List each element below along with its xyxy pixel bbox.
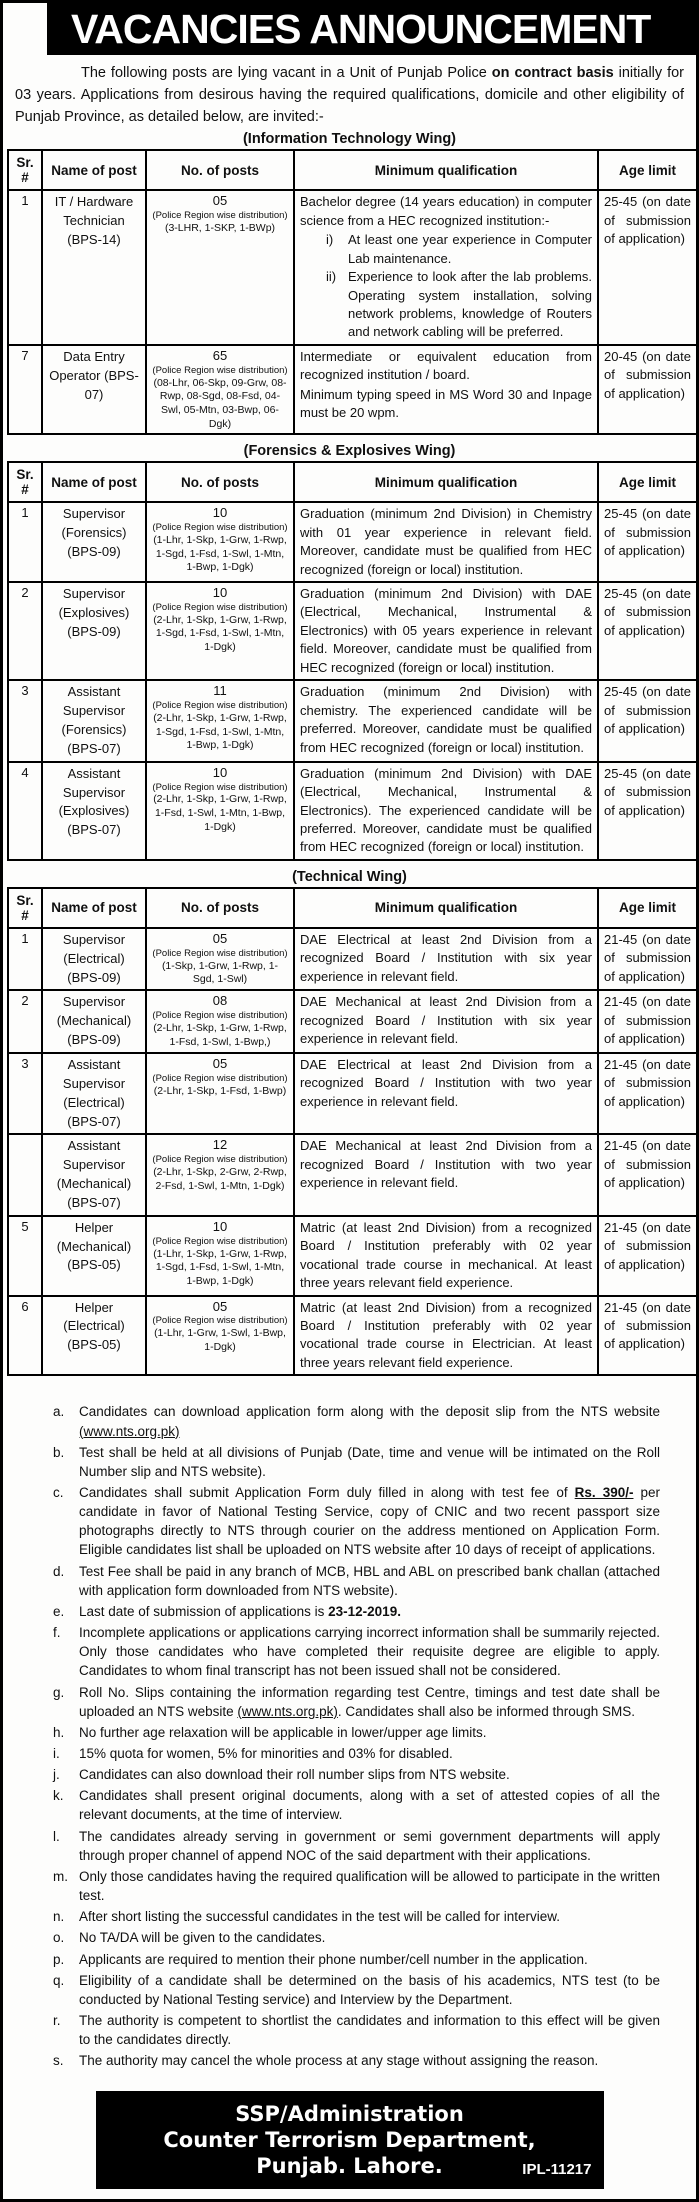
posts-distribution: (1-Skp, 1-Grw, 1-Rwp, 1-Sgd, 1-Swl) [161, 959, 279, 986]
qualification-cell: Matric (at least 2nd Division) from a recognized Board / Institution preferably with 02 year vocational trade course in Electrician. At least three years relevant field experience. [294, 1296, 598, 1376]
posts-distribution: (2-Lhr, 1-Skp, 1-Grw, 1-Rwp, 1-Fsd, 1-Swl, 1-Mtn, 1-Bwp, 1-Dgk) [153, 793, 287, 833]
table-row [8, 990, 697, 1053]
posts-distribution-note: (Police Region wise distribution) [152, 1072, 288, 1084]
note-text: Candidates shall present original documents, along with a set of attested copies of all the relevant documents, at the time of interview. [79, 1788, 660, 1823]
age-limit-cell: 21-45 (on date of submission of application) [598, 990, 697, 1053]
note-text: Candidates can also download their roll number slips from NTS website. [79, 1767, 510, 1783]
table-header-row [8, 462, 697, 502]
note-label: l. [53, 1828, 60, 1844]
table-row [8, 928, 697, 991]
sr-cell: 2 [8, 582, 42, 680]
it-wing-table [7, 149, 698, 435]
col-header-sr: Sr. # [8, 462, 42, 502]
post-name-cell: Assistant Supervisor (Mechanical) (BPS-07) [42, 1134, 146, 1215]
sr-cell: 7 [8, 345, 42, 434]
table-header-row [8, 888, 697, 928]
posts-count: 12 [212, 1137, 228, 1153]
sr-cell: 3 [8, 680, 42, 761]
terms-and-conditions-list [53, 1402, 660, 2070]
wing-title-technical: (Technical Wing) [292, 868, 407, 885]
note-label: o. [53, 1930, 65, 1946]
posts-distribution-note: (Police Region wise distribution) [152, 947, 288, 959]
posts-cell [146, 345, 294, 434]
posts-cell [146, 1134, 294, 1215]
age-limit-cell: 25-45 (on date of submission of application) [598, 680, 697, 761]
table-header-row [8, 150, 697, 190]
intro-text-cont: initially for 03 years. Applications from desirous having the required qualifications, domicile and other eligibility of Punjab Province, as detailed below, are invited:- [15, 65, 684, 125]
qualification-cell: Graduation (minimum 2nd Division) in Chemistry with 01 year experience in relevant field. Moreover, candidate must be qualified from HEC recognized (foreign or local) institution. [294, 502, 598, 582]
age-limit-cell: 21-45 (on date of submission of application) [598, 1296, 697, 1376]
wing-title-forensics: (Forensics & Explosives Wing) [243, 443, 456, 460]
posts-count: 05 [212, 1055, 228, 1071]
note-label: k. [53, 1788, 64, 1804]
posts-cell [146, 680, 294, 761]
posts-cell [146, 502, 294, 582]
note-item-i [53, 1744, 660, 1763]
note-label: f. [53, 1625, 61, 1641]
age-limit-cell: 25-45 (on date of submission of application) [598, 582, 697, 680]
qualification-list-item [326, 268, 592, 342]
age-limit-cell: 25-45 (on date of submission of application) [598, 190, 697, 345]
posts-distribution-note: (Police Region wise distribution) [152, 1315, 288, 1327]
qualification-cell: DAE Electrical at least 2nd Division from a recognized Board / Institution with two year experience in relevant field. [294, 1053, 598, 1134]
note-label: s. [53, 2053, 64, 2069]
intro-paragraph [15, 63, 684, 128]
qualification-text: Intermediate or equivalent education from recognized institution / board. [300, 348, 592, 383]
sr-cell: 6 [8, 1296, 42, 1376]
age-limit-cell: 21-45 (on date of submission of application) [598, 928, 697, 991]
col-header-name: Name of post [42, 462, 146, 502]
note-item-f [53, 1623, 660, 1680]
posts-cell [146, 990, 294, 1053]
posts-count: 10 [212, 764, 228, 780]
posts-count: 65 [212, 347, 228, 363]
note-label: g. [53, 1684, 65, 1700]
posts-distribution-note: (Police Region wise distribution) [152, 1235, 288, 1247]
post-name-cell: Supervisor (Electrical) (BPS-09) [42, 928, 146, 991]
sr-cell: 4 [8, 762, 42, 860]
table-row [8, 190, 697, 345]
sr-cell: 1 [8, 928, 42, 991]
note-item-p [53, 1950, 660, 1969]
posts-count: 05 [212, 930, 228, 946]
posts-distribution-note: (Police Region wise distribution) [152, 522, 288, 534]
nts-website-link[interactable]: (www.nts.org.pk) [237, 1703, 338, 1719]
age-limit-cell: 25-45 (on date of submission of application) [598, 502, 697, 582]
note-label: r. [53, 2013, 61, 2029]
posts-distribution-note: (Police Region wise distribution) [152, 700, 288, 712]
note-item-c [53, 1483, 660, 1560]
posts-cell [146, 762, 294, 860]
note-label: j. [53, 1767, 60, 1783]
note-label: n. [53, 1909, 65, 1925]
note-text: Applicants are required to mention their phone number/cell number in the application. [79, 1951, 588, 1967]
note-text: The candidates already serving in government or semi government departments will apply through proper channel of append NOC of the said department with their applications. [79, 1828, 660, 1863]
posts-distribution-note: (Police Region wise distribution) [152, 364, 288, 376]
table-row [8, 1296, 697, 1376]
list-item-label: ii) [326, 269, 337, 285]
authority-line-3: Punjab. Lahore. [256, 2154, 443, 2179]
note-text: After short listing the successful candidates in the test will be called for interview. [79, 1909, 560, 1925]
post-name-cell: Assistant Supervisor (Electrical) (BPS-07) [42, 1053, 146, 1134]
note-text-cont: . Candidates shall also be informed through SMS. [337, 1703, 636, 1719]
table-row [8, 1134, 697, 1215]
note-item-k [53, 1786, 660, 1824]
posts-count: 11 [213, 683, 227, 699]
note-label: a. [53, 1404, 65, 1420]
qualification-cell: DAE Mechanical at least 2nd Division from a recognized Board / Institution with two year experience in relevant field. [294, 1134, 598, 1215]
posts-cell [146, 1053, 294, 1134]
table-row [8, 1216, 697, 1296]
table-row [8, 582, 697, 680]
posts-distribution: (1-Lhr, 1-Skp, 1-Grw, 1-Rwp, 1-Sgd, 1-Fsd, 1-Swl, 1-Mtn, 1-Bwp, 1-Dgk) [153, 1247, 287, 1287]
posts-cell [146, 190, 294, 345]
posts-distribution: (3-LHR, 1-SKP, 1-BWp) [164, 222, 276, 235]
last-date: 23-12-2019. [328, 1603, 401, 1619]
post-name-cell: Supervisor (Explosives) (BPS-09) [42, 582, 146, 680]
posts-distribution: (2-Lhr, 1-Skp, 1-Fsd, 1-Bwp) [153, 1084, 287, 1097]
note-text: 15% quota for women, 5% for minorities and 03% for disabled. [79, 1746, 453, 1762]
sr-cell: 1 [8, 190, 42, 345]
note-label: c. [53, 1484, 64, 1500]
posts-distribution: (2-Lhr, 1-Skp, 1-Grw, 1-Rwp, 1-Sgd, 1-Fsd, 1-Swl, 1-Mtn, 1-Bwp, 1-Dgk) [153, 712, 287, 752]
table-row [8, 345, 697, 434]
col-header-age: Age limit [598, 888, 697, 928]
age-limit-cell: 21-45 (on date of submission of application) [598, 1216, 697, 1296]
posts-cell [146, 1216, 294, 1296]
page-title-banner [47, 3, 696, 55]
note-text: No TA/DA will be given to the candidates. [79, 1930, 326, 1946]
note-text: Eligibility of a candidate shall be determined on the basis of his academics, NTS test (to be conducted by National Testing service) and Interview by the Department. [79, 1972, 660, 2007]
note-text: Incomplete applications or applications carrying incorrect information shall be summarily rejected. Only those candidates who have completed their requisite degree are eligible to apply. Candidates to whom final transcript has not been issued shall not be considered. [79, 1625, 660, 1679]
note-item-m [53, 1867, 660, 1905]
note-item-d [53, 1562, 660, 1600]
wing-title-it: (Information Technology Wing) [242, 131, 457, 148]
note-item-a [53, 1402, 660, 1440]
sr-cell: 5 [8, 1216, 42, 1296]
col-header-name: Name of post [42, 888, 146, 928]
sr-cell: 2 [8, 990, 42, 1053]
note-text: Test shall be held at all divisions of Punjab (Date, time and venue will be intimated on the Roll Number slip and NTS website). [79, 1444, 660, 1479]
table-row [8, 1053, 697, 1134]
posts-count: 08 [212, 993, 228, 1009]
sr-cell: 1 [8, 502, 42, 582]
table-row [8, 502, 697, 582]
col-header-sr: Sr. # [8, 150, 42, 190]
col-header-qual: Minimum qualification [294, 888, 598, 928]
posts-count: 05 [212, 193, 228, 209]
posts-count: 10 [212, 505, 228, 521]
note-label: d. [53, 1563, 65, 1579]
list-item-text: At least one year experience in Computer Lab maintenance. [348, 232, 592, 266]
col-header-qual: Minimum qualification [294, 150, 598, 190]
note-text: Last date of submission of applications is [79, 1603, 329, 1619]
col-header-posts: No. of posts [146, 888, 294, 928]
post-name-cell: Data Entry Operator (BPS-07) [42, 345, 146, 434]
note-label: m. [53, 1868, 68, 1884]
note-text: Candidates can download application form along with the deposit slip from the NTS website [79, 1404, 660, 1420]
qualification-cell [294, 190, 598, 345]
note-label: e. [53, 1603, 65, 1619]
note-item-j [53, 1765, 660, 1784]
posts-distribution: (2-Lhr, 1-Skp, 1-Grw, 1-Rwp, 1-Sgd, 1-Fsd, 1-Swl, 1-Mtn, 1-Dgk) [153, 613, 287, 654]
qualification-cell: DAE Mechanical at least 2nd Division from a recognized Board / Institution with six year experience in relevant field. [294, 990, 598, 1053]
col-header-sr: Sr. # [8, 888, 42, 928]
post-name-cell: Helper (Electrical) (BPS-05) [42, 1296, 146, 1376]
col-header-posts: No. of posts [146, 150, 294, 190]
note-label: i. [53, 1746, 60, 1762]
posts-distribution: (08-Lhr, 06-Skp, 09-Grw, 08-Rwp, 08-Sgd, 08-Fsd, 04-Swl, 05-Mtn, 03-Bwp, 06-Dgk) [153, 376, 287, 430]
note-text: Test Fee shall be paid in any branch of MCB, HBL and ABL on prescribed bank challan (attached with application form downloaded from NTS website). [79, 1563, 660, 1598]
posts-distribution-note: (Police Region wise distribution) [152, 210, 288, 222]
advertisement-code: IPL-11217 [522, 2160, 592, 2178]
table-row [8, 762, 697, 860]
age-limit-cell: 21-45 (on date of submission of application) [598, 1053, 697, 1134]
sr-cell [8, 1134, 42, 1215]
posts-distribution-note: (Police Region wise distribution) [152, 601, 288, 613]
note-text: The authority is competent to shortlist the candidates and information to this effect will be given to the candidates directly. [79, 2013, 660, 2048]
page-title: VACANCIES ANNOUNCEMENT [71, 5, 651, 52]
note-item-b [53, 1443, 660, 1481]
qualification-cell: Matric (at least 2nd Division) from a recognized Board / Institution preferably with 02 year vocational trade course in mechanical. At least three years relevant field experience. [294, 1216, 598, 1296]
note-item-s [53, 2051, 660, 2070]
col-header-qual: Minimum qualification [294, 462, 598, 502]
test-fee-amount: Rs. 390/- [574, 1484, 634, 1500]
posts-distribution: (2-Lhr, 1-Skp, 1-Grw, 1-Rwp, 1-Fsd, 1-Swl, 1-Bwp,) [153, 1022, 287, 1048]
age-limit-cell: 20-45 (on date of submission of application) [598, 345, 697, 434]
note-item-r [53, 2011, 660, 2049]
authority-line-2: Counter Terrorism Department, [163, 2127, 536, 2152]
posts-count: 10 [212, 1218, 228, 1234]
qualification-cell [294, 345, 598, 434]
intro-text: The following posts are lying vacant in a Unit of Punjab Police [81, 65, 492, 81]
col-header-name: Name of post [42, 150, 146, 190]
posts-distribution-note: (Police Region wise distribution) [152, 781, 288, 793]
table-row [8, 680, 697, 761]
posts-count: 10 [212, 585, 228, 601]
age-limit-cell: 25-45 (on date of submission of application) [598, 762, 697, 860]
posts-distribution: (2-Lhr, 1-Skp, 2-Grw, 2-Rwp, 2-Fsd, 1-Swl, 1-Mtn, 1-Dgk) [153, 1166, 287, 1192]
posts-distribution-note: (Police Region wise distribution) [152, 1010, 288, 1022]
note-label: p. [53, 1951, 65, 1967]
posts-cell [146, 928, 294, 991]
col-header-posts: No. of posts [146, 462, 294, 502]
note-item-q [53, 1971, 660, 2009]
issuing-authority-box [96, 2091, 604, 2190]
note-item-n [53, 1907, 660, 1926]
post-name-cell: Helper (Mechanical) (BPS-05) [42, 1216, 146, 1296]
qualification-cell: Graduation (minimum 2nd Division) with DAE (Electrical, Mechanical, Instrumental & Electronics) with 05 years experience in relevant field. Moreover, candidate must be qualified from HEC recognized (foreign or local) institution. [294, 582, 598, 680]
technical-wing-table [7, 887, 698, 1376]
post-name-cell: Supervisor (Forensics) (BPS-09) [42, 502, 146, 582]
posts-distribution-note: (Police Region wise distribution) [152, 1154, 288, 1166]
qualification-cell: Graduation (minimum 2nd Division) with DAE (Electrical, Mechanical, Instrumental & Electronics). The experienced candidate will be preferred. Moreover, candidate must be qualified from HEC recognized (foreign or local) institution. [294, 762, 598, 860]
intro-bold-text: on contract basis [491, 65, 614, 81]
note-text: The authority may cancel the whole process at any stage without assigning the reason. [79, 2053, 599, 2069]
post-name-cell: IT / Hardware Technician (BPS-14) [42, 190, 146, 345]
sr-cell: 3 [8, 1053, 42, 1134]
forensics-wing-table [7, 461, 698, 861]
note-item-e [53, 1602, 660, 1621]
note-text: Candidates shall submit Application Form duly filled in along with test fee of [79, 1484, 575, 1500]
note-item-o [53, 1928, 660, 1947]
note-text: Roll No. Slips containing the information regarding test Centre, timings and test date shall be uploaded an NTS website [79, 1684, 660, 1719]
qualification-text: Bachelor degree (14 years education) in computer science from a HEC recognized institution:- [300, 194, 592, 228]
age-limit-cell: 21-45 (on date of submission of application) [598, 1134, 697, 1215]
nts-website-link[interactable]: (www.nts.org.pk) [79, 1423, 180, 1439]
qualification-cell: DAE Electrical at least 2nd Division from a recognized Board / Institution with six year experience in relevant field. [294, 928, 598, 991]
note-item-g [53, 1683, 660, 1721]
qualification-list-item [326, 231, 592, 268]
note-label: q. [53, 1972, 65, 1988]
note-item-h [53, 1723, 660, 1742]
posts-distribution: (1-Lhr, 1-Skp, 1-Grw, 1-Rwp, 1-Sgd, 1-Fsd, 1-Swl, 1-Mtn, 1-Bwp, 1-Dgk) [153, 533, 287, 574]
posts-cell [146, 582, 294, 680]
qualification-text-2: Minimum typing speed in MS Word 30 and Inpage must be 20 wpm. [300, 386, 592, 421]
authority-line-1: SSP/Administration [235, 2101, 464, 2126]
note-text: Only those candidates having the required qualification will be allowed to participate in the written test. [79, 1868, 660, 1904]
note-text: No further age relaxation will be applicable in lower/upper age limits. [79, 1724, 487, 1740]
col-header-age: Age limit [598, 150, 697, 190]
posts-distribution: (1-Lhr, 1-Grw, 1-Swl, 1-Bwp, 1-Dgk) [154, 1327, 286, 1353]
note-item-l [53, 1827, 660, 1865]
note-text-cont: per candidate in favor of National Testing Service, copy of CNIC and two recent passport size photographs directly to NTS through courier on the address mentioned on Application Form. Eligible candidates list shall be uploaded on NTS website after 10 days of receipt of applications. [79, 1484, 660, 1558]
note-label: b. [53, 1444, 65, 1460]
post-name-cell: Assistant Supervisor (Explosives) (BPS-07) [42, 762, 146, 860]
col-header-age: Age limit [598, 462, 697, 502]
qualification-cell: Graduation (minimum 2nd Division) with chemistry. The experienced candidate will be preferred. Moreover, candidate must be qualified from HEC recognized (foreign or local) institution. [294, 680, 598, 761]
note-label: h. [53, 1724, 65, 1740]
posts-cell [146, 1296, 294, 1376]
list-item-text: Experience to look after the lab problems. Operating system installation, solving network problems, knowledge of Routers and network cabling will be preferred. [348, 269, 592, 340]
posts-count: 05 [212, 1298, 228, 1314]
post-name-cell: Assistant Supervisor (Forensics) (BPS-07) [42, 680, 146, 761]
post-name-cell: Supervisor (Mechanical) (BPS-09) [42, 990, 146, 1053]
list-item-label: i) [326, 232, 334, 248]
